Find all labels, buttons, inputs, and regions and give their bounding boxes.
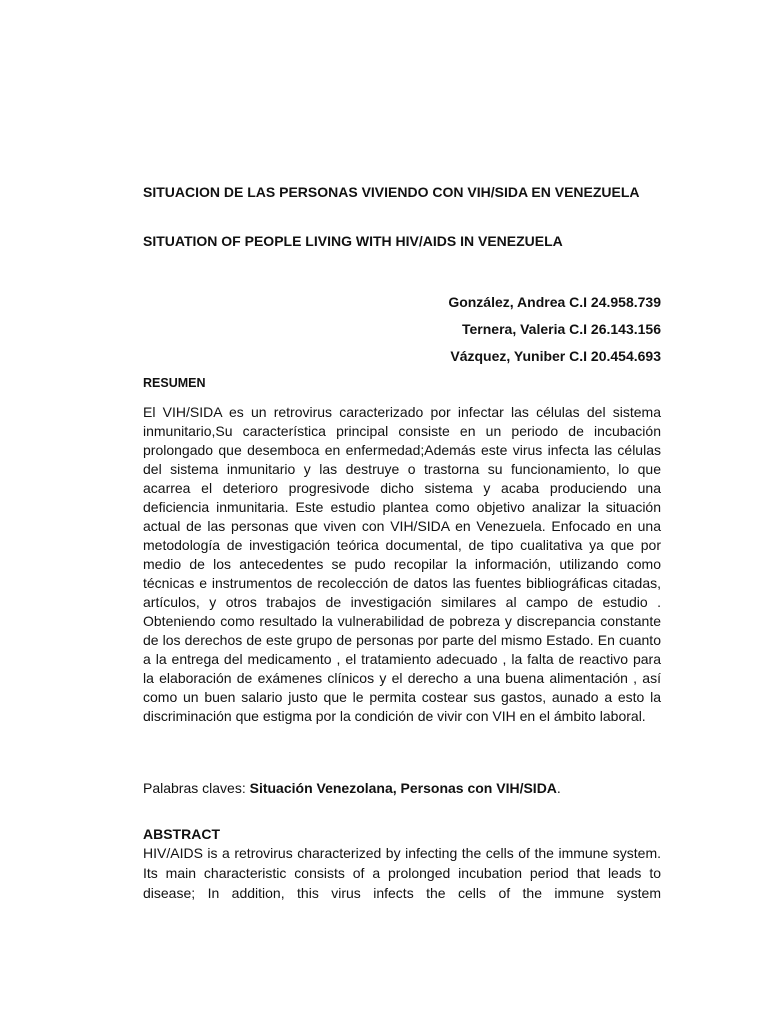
abstract-body: HIV/AIDS is a retrovirus characterized by infecting the cells of the immune system. Its main characteristic consists of a prolonged incubation period that leads to disease; In addition, this virus infects the cells of the immune system xyxy=(143,845,661,901)
abstract-heading: ABSTRACT xyxy=(143,826,220,842)
resumen-body: El VIH/SIDA es un retrovirus caracterizado por infectar las células del sistema inmunitario,Su característica principal consiste en un periodo de incubación prolongado que desemboca en enfermedad;Además este virus infecta las células del sistema inmunitario y las destruye o trastorna su funcionamiento, lo que acarrea el deterioro progresivode dicho sistema y acaba produciendo una deficiencia inmunitaria. Este estudio plantea como objetivo analizar la situación actual de las personas que viven con VIH/SIDA en Venezuela. Enfocado en una metodología de investigación teórica documental, de tipo cualitativa ya que por medio de los antecedentes se pudo recopilar la información, utilizando como técnicas e instrumentos de recolección de datos las fuentes bibliográficas citadas, artículos, y otros trabajos de investigación similares al campo de estudio . Obteniendo como resultado la vulnerabilidad de pobreza y discrepancia constante de los derechos de este grupo de personas por parte del mismo Estado. En cuanto a la entrega del medicamento , el tratamiento adecuado , la falta de reactivo para la elaboración de exámenes clínicos y el derecho a una buena alimentación , así como un buen salario justo que le permita costear sus gastos, aunado a esto la discriminación que estigma por la condición de vivir con VIH en el ámbito laboral. xyxy=(143,404,661,724)
keywords-value: Situación Venezolana, Personas con VIH/SIDA xyxy=(249,780,557,796)
author-list xyxy=(143,293,661,374)
author-line: Ternera, Valeria C.I 26.143.156 xyxy=(462,321,661,337)
title-spanish: SITUACION DE LAS PERSONAS VIVIENDO CON VIH/SIDA EN VENEZUELA xyxy=(143,184,640,200)
keywords-label: Palabras claves: xyxy=(143,780,250,796)
keywords-end: . xyxy=(556,780,561,796)
author-line: Vázquez, Yuniber C.I 20.454.693 xyxy=(450,348,661,364)
resumen-heading: RESUMEN xyxy=(143,376,206,390)
keywords xyxy=(143,779,661,798)
title-english: SITUATION OF PEOPLE LIVING WITH HIV/AIDS IN VENEZUELA xyxy=(143,233,563,249)
author-line: González, Andrea C.I 24.958.739 xyxy=(448,294,661,310)
